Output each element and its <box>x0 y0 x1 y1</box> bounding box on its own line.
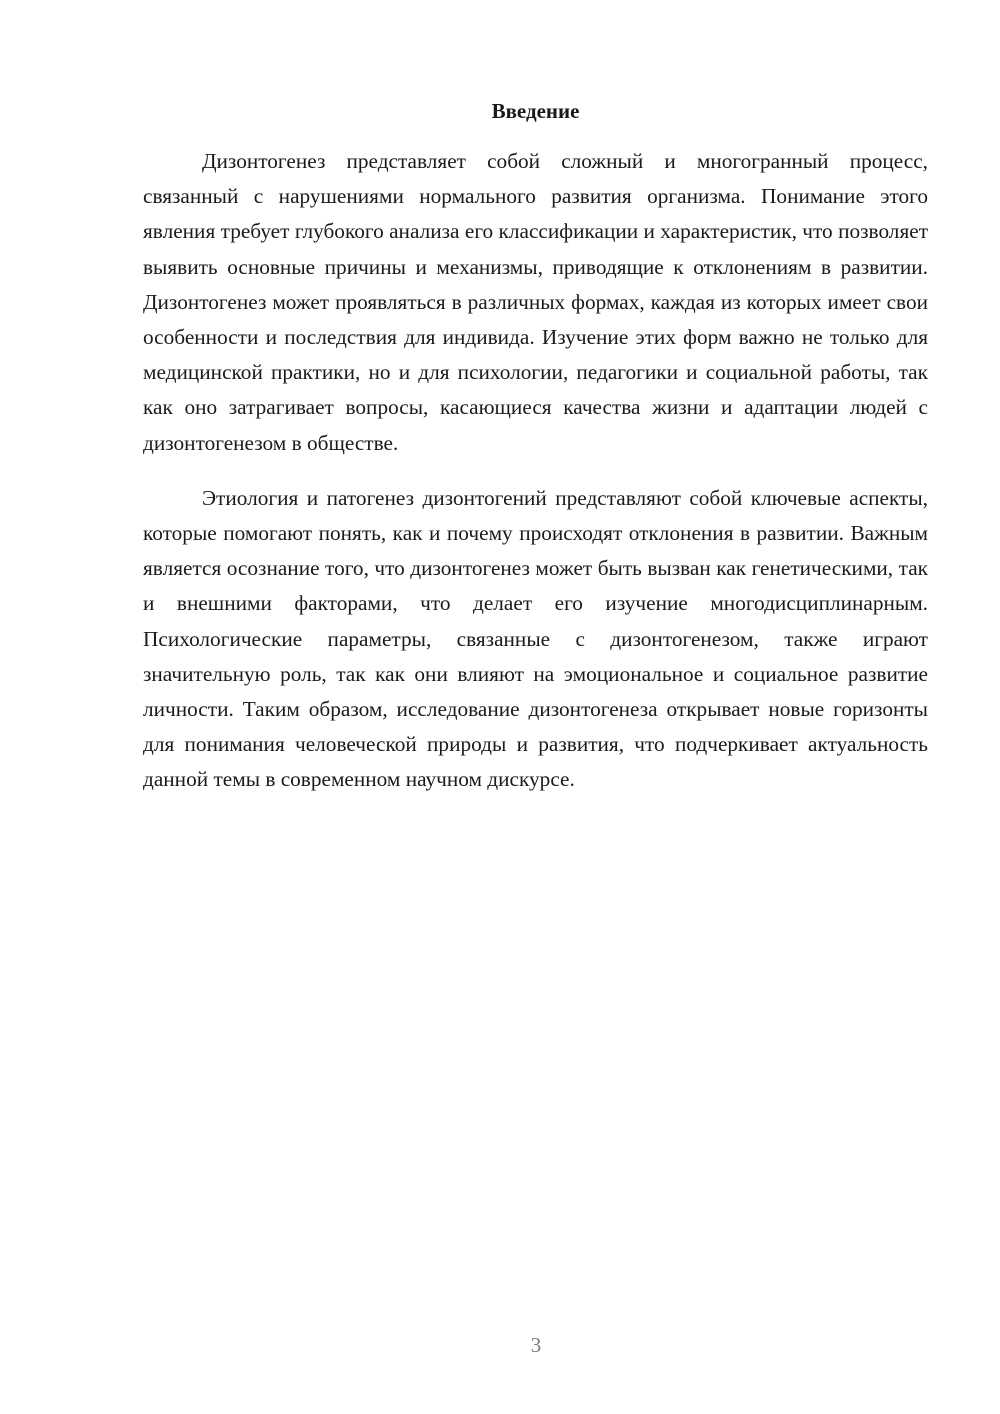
page-number: 3 <box>530 1333 542 1357</box>
paragraph-intro: Дизонтогенез представляет собой сложный и многогранный процесс, связанный с нарушениями нормального развития организма. Понимание этого явления требует глубокого анализа его классификации и характеристик, что позволяет выявить основные причины и механизмы, приводящие к отклонениям в развитии. Дизонтогенез может проявляться в различных формах, каждая из которых имеет свои особенности и последствия для индивида. Изучение этих форм важно не только для медицинской практики, но и для психологии, педагогики и социальной работы, так как оно затрагивает вопросы, касающиеся качества жизни и адаптации людей с дизонтогенезом в обществе. <box>143 149 928 455</box>
section-heading: Введение <box>491 99 580 123</box>
page-content <box>143 94 928 798</box>
paragraph-etiology: Этиология и патогенез дизонтогений представляют собой ключевые аспекты, которые помогают понять, как и почему происходят отклонения в развитии. Важным является осознание того, что дизонтогенез может быть вызван как генетическими, так и внешними факторами, что делает его изучение многодисциплинарным. Психологические параметры, связанные с дизонтогенезом, также играют значительную роль, так как они влияют на эмоциональное и социальное развитие личности. Таким образом, исследование дизонтогенеза открывает новые горизонты для понимания человеческой природы и развития, что подчеркивает актуальность данной темы в современном научном дискурсе. <box>143 485 928 792</box>
